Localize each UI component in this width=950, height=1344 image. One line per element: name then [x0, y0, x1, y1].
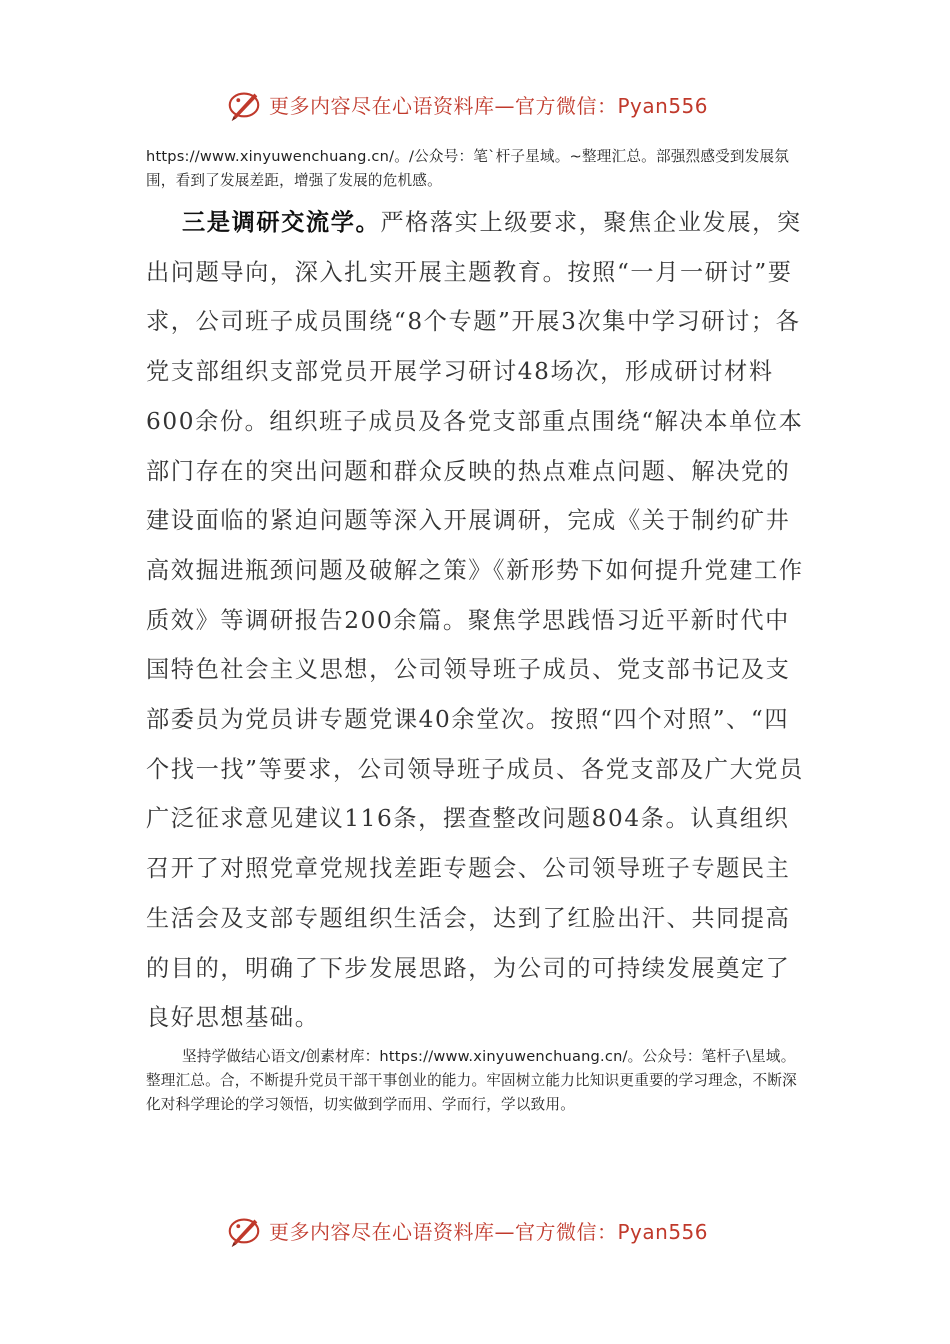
- header-banner-text: 更多内容尽在心语资料库—官方微信：Pyan556: [269, 93, 709, 118]
- pen-logo-icon: [225, 85, 263, 123]
- intro-paragraph: https://www.xinyuwenchuang.cn/。/公众号：笔`杆子星域。~整理汇总。部强烈感受到发展氛围，看到了发展差距，增强了发展的危机感。: [146, 148, 790, 189]
- footer-banner-text: 更多内容尽在心语资料库—官方微信：Pyan556: [269, 1219, 709, 1244]
- pen-logo-icon: [225, 1211, 263, 1249]
- section-body: 严格落实上级要求，聚焦企业发展，突出问题导向，深入扎实开展主题教育。按照“一月一研讨”要求，公司班子成员围绕“8个专题”开展3次集中学习研讨；各党支部组织支部党员开展学习研讨48场次，形成研讨材料600余份。组织班子成员及各党支部重点围绕“解决本单位本部门存在的突出问题和群众反映的热点难点问题、解决党的建设面临的紧迫问题等深入开展调研，完成《关于制约矿井高效掘进瓶颈问题及破解之策》《新形势下如何提升党建工作质效》等调研报告200余篇。聚焦学思践悟习近平新时代中国特色社会主义思想，公司领导班子成员、党支部书记及支部委员为党员讲专题党课40余堂次。按照“四个对照”、“四个找一找”等要求，公司领导班子成员、各党支部及广大党员广泛征求意见建议116条，摆查整改问题804条。认真组织召开了对照党章党规找差距专题会、公司领导班子专题民主生活会及支部专题组织生活会，达到了红脸出汗、共同提高的目的，明确了下步发展思路，为公司的可持续发展奠定了良好思想基础。: [146, 209, 804, 1032]
- header-banner: [225, 84, 745, 124]
- closing-paragraph: 坚持学做结心语文/创素材库：https://www.xinyuwenchuang.cn/。公众号：笔杆子\星域。整理汇总。合，不断提升党员干部干事创业的能力。牢固树立能力比知识更重要的学习理念，不断深化对科学理论的学习领悟，切实做到学而用、学而行，学以致用。: [146, 1048, 797, 1113]
- footer-banner: [225, 1210, 745, 1250]
- section-paragraph: [146, 198, 808, 1043]
- section-lead: 三是调研交流学。: [182, 209, 381, 236]
